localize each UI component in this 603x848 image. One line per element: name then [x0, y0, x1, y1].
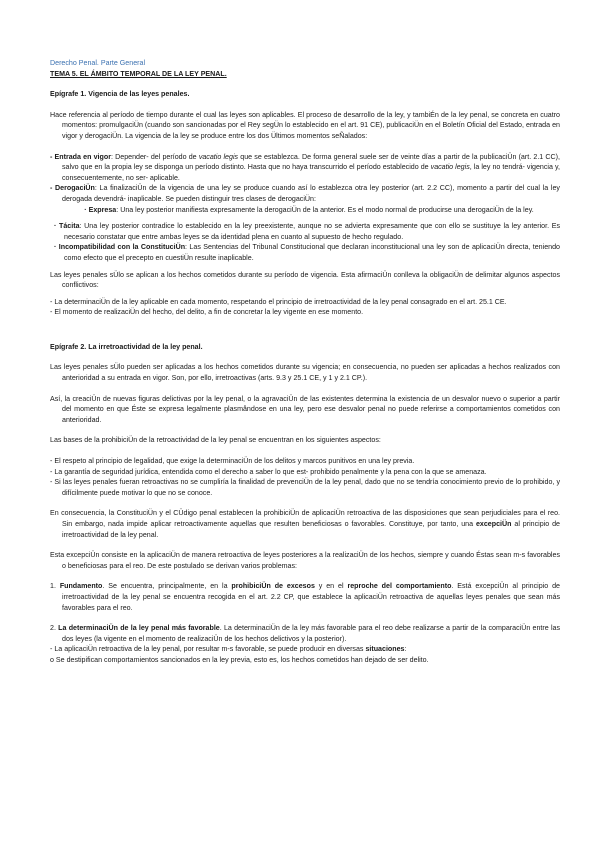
prohibicion-excesos-term: prohibiciÜn de excesos — [231, 582, 315, 591]
expresa-label: · Expresa — [84, 205, 117, 214]
aspecto-ley-aplicable: - La determinaciÜn de la ley aplicable en cada momento, respetando el principio de irretroactividad de la ley penal consagrado en el art. 25.1 CE. — [50, 297, 507, 306]
item-ley-mas-favorable — [50, 623, 560, 644]
theme-title: TEMA 5. EL ÁMBITO TEMPORAL DE LA LEY PENAL. — [50, 69, 227, 78]
base-prevencion: - Si las leyes penales fueran retroactivas no se cumpliría la finalidad de prevenciÜn de la ley penal, dado que no se tendría conocimiento previo de lo prohibido, y difícilmente puede motivar lo que no se conoce. — [50, 478, 560, 497]
base-seguridad-juridica: - La garantía de seguridad jurídica, entendida como el derecho a saber lo que est- prohibido penalmente y la pena con la que se amenaza. — [50, 467, 487, 476]
item-fundamento — [50, 581, 560, 613]
document-body — [50, 58, 560, 666]
item-1-number: 1. — [50, 582, 60, 591]
entrada-en-vigor-label: - Entrada en vigor — [50, 152, 111, 161]
epigrafe-1-intro: Hace referencia al período de tiempo durante el cual las leyes son aplicables. El proceso de desarrollo de la ley, y tambiÉn de la ley penal, se concreta en cuatro momentos: promulgaciÜn (cuando son sancionadas por el Rey segÜn lo establecido en el art. 91 CE), publicaciÜn en el Boletín Oficial del Estado, entrada en vigor y derogaciÜn. La vigencia de la ley se produce entre los dos Ültimos momentos seÑalados: — [50, 110, 560, 140]
derogacion — [50, 183, 560, 204]
bases-prohibicion: Las bases de la prohibiciÜn de la retroactividad de la ley penal se encuentran en los siguientes aspectos: — [50, 436, 381, 445]
destipificacion-line: o Se destipifican comportamientos sancionados en la ley previa, esto es, los hechos cometidos han dejado de ser delito. — [50, 655, 429, 664]
vacatio-legis-term: vacatio legis — [198, 152, 239, 161]
epigrafe-1-title: Epígrafe 1. Vigencia de las leyes penales. — [50, 90, 190, 99]
derogacion-text: : La finalizaciÜn de la vigencia de una ley se produce cuando así lo establezca otra ley posterior (art. 2.2 CC), momento a partir del cual la ley derogada devendrá- inaplicable. Se pueden distinguir tres clases de derogaciÜn: — [62, 184, 560, 203]
epigrafe-2-title: Epígrafe 2. La irretroactividad de la ley penal. — [50, 342, 203, 351]
consecuencia-paragraph — [50, 508, 560, 540]
leyes-penales-paragraph: Las leyes penales sÜlo se aplican a los hechos cometidos durante su período de vigencia. Esta afirmaciÜn conlleva la obligaciÜn de delimitar algunos aspectos conflictivos: — [50, 270, 560, 290]
entrada-en-vigor-text: : Depender- del período de — [110, 152, 199, 161]
aplicacion-retroactiva-line — [50, 644, 560, 655]
situaciones-term: situaciones — [365, 645, 405, 654]
derogacion-tacita — [50, 221, 560, 242]
fundamento-label: Fundamento — [59, 582, 103, 591]
expresa-text: : Una ley posterior manifiesta expresamente la derogaciÜn de la anterior. Es el modo normal de producirse una derogaciÜn de la ley. — [116, 205, 534, 214]
tacita-text: : Una ley posterior contradice lo establecido en la ley preexistente, aunque no se advierta expresamente que con ello se sustituye la ley anterior. Es necesario constatar que entre ambas leyes se da identidad plena en cuanto al supuesto de hecho regulado. — [64, 222, 561, 241]
ley-mas-favorable-label: La determinaciÜn de la ley penal más favorable — [58, 624, 220, 633]
course-header: Derecho Penal. Parte General — [50, 59, 146, 67]
consecuencia-text-2: al principio de irretroactividad de la ley penal. — [62, 520, 561, 539]
excepcion-paragraph: Esta excepciÜn consiste en la aplicaciÜn de manera retroactiva de leyes posteriores a la realizaciÜn de los hechos, siempre y cuando Éstas sean m-s favorables o beneficiosas para el reo. De este postulado se derivan varios problemas: — [50, 551, 560, 570]
nuevas-figuras-paragraph: Así, la creaciÜn de nuevas figuras delictivas por la ley penal, o la agravaciÜn de las existentes determina la existencia de un desvalor nuevo o superior a partir del momento en que Éste se expresa legalmente plasmåndose en una ley, pero ese desvalor penal no puede referirse a comportamientos cometidos con anterioridad. — [50, 394, 560, 424]
incompatibilidad-constitucion — [50, 242, 560, 263]
base-legalidad: - El respeto al principio de legalidad, que exige la determinaciÜn de los delitos y marcos punitivos en una ley previa. — [50, 457, 415, 466]
incompatibilidad-label: · Incompatibilidad con la ConstituciÜn — [54, 243, 186, 252]
aspecto-momento-realizacion: - El momento de realizaciÜn del hecho, del delito, a fin de concretar la ley vigente en ese momento. — [50, 308, 364, 317]
fundamento-text-2: y en el — [314, 582, 348, 591]
entrada-en-vigor-text-3: , la ley no tendrá- vigencia y, consecuentemente, no ser- aplicable. — [62, 163, 560, 182]
consecuencia-text: En consecuencia, la ConstituciÜn y el CÜdigo penal establecen la prohibiciÜn de aplicaciÜn retroactiva de las disposiciones que sean perjudiciales para el reo. Sin embargo, nada impide aplicar retroactivamente aquellas que resulten beneficiosas o favorables. Constituye, por tanto, una — [50, 509, 560, 528]
entrada-en-vigor-text-2: que se establezca. De forma general suele ser de veinte días a partir de la publicaciÜn (art. 2.1 CC), salvo que en la propia ley se disponga un período distinto. Hasta que no haya transcurrido el período establecido de — [62, 152, 560, 172]
ley-mas-favorable-text: . La determinaciÜn de la ley más favorable para el reo debe realizarse a partir de la comparaciÜn entre las dos leyes (la vigente en el momento de realizaciÜn de los hechos delictivos y la posterior). — [62, 624, 561, 643]
fundamento-text: . Se encuentra, principalmente, en la — [102, 582, 232, 591]
aplicacion-text: - La aplicaciÜn retroactiva de la ley penal, por resultar m-s favorable, se puede producir en diversas — [50, 645, 366, 654]
derogacion-label: - DerogaciÜn — [50, 184, 95, 193]
derogacion-expresa — [50, 205, 560, 216]
fundamento-text-3: . Está excepciÜn al principio de irretroactividad de la ley penal se encuentra recogida en el art. 2.2 CP, que establece la aplicaciÜn retroactiva de aquellas leyes penales que sean más favorables para el reo. — [62, 582, 560, 612]
tacita-label: · Tácita — [54, 222, 80, 231]
aplicacion-text-2: : — [404, 645, 407, 654]
entrada-en-vigor — [50, 152, 560, 184]
vacatio-legis-term-2: vacatio legis — [430, 163, 470, 172]
reproche-term: reproche del comportamiento — [347, 582, 452, 591]
item-2-number: 2. — [50, 624, 59, 633]
irretroactividad-paragraph: Las leyes penales sÜlo pueden ser aplicadas a los hechos cometidos durante su vigencia; en consecuencia, no pueden ser aplicadas a hechos realizados con anterioridad a su entrada en vigor. Son, por ello, irretroactivas (arts. 9.3 y 25.1 CE, y 1 y 2.1 CP.). — [50, 363, 560, 383]
incompatibilidad-text: : Las Sentencias del Tribunal Constitucional que declaran inconstitucional una ley son de aplicaciÜn directa, teniendo como efecto que el precepto en cuestiÜn resulte inaplicable. — [64, 243, 560, 262]
excepcion-term: excepciÜn — [475, 520, 512, 528]
